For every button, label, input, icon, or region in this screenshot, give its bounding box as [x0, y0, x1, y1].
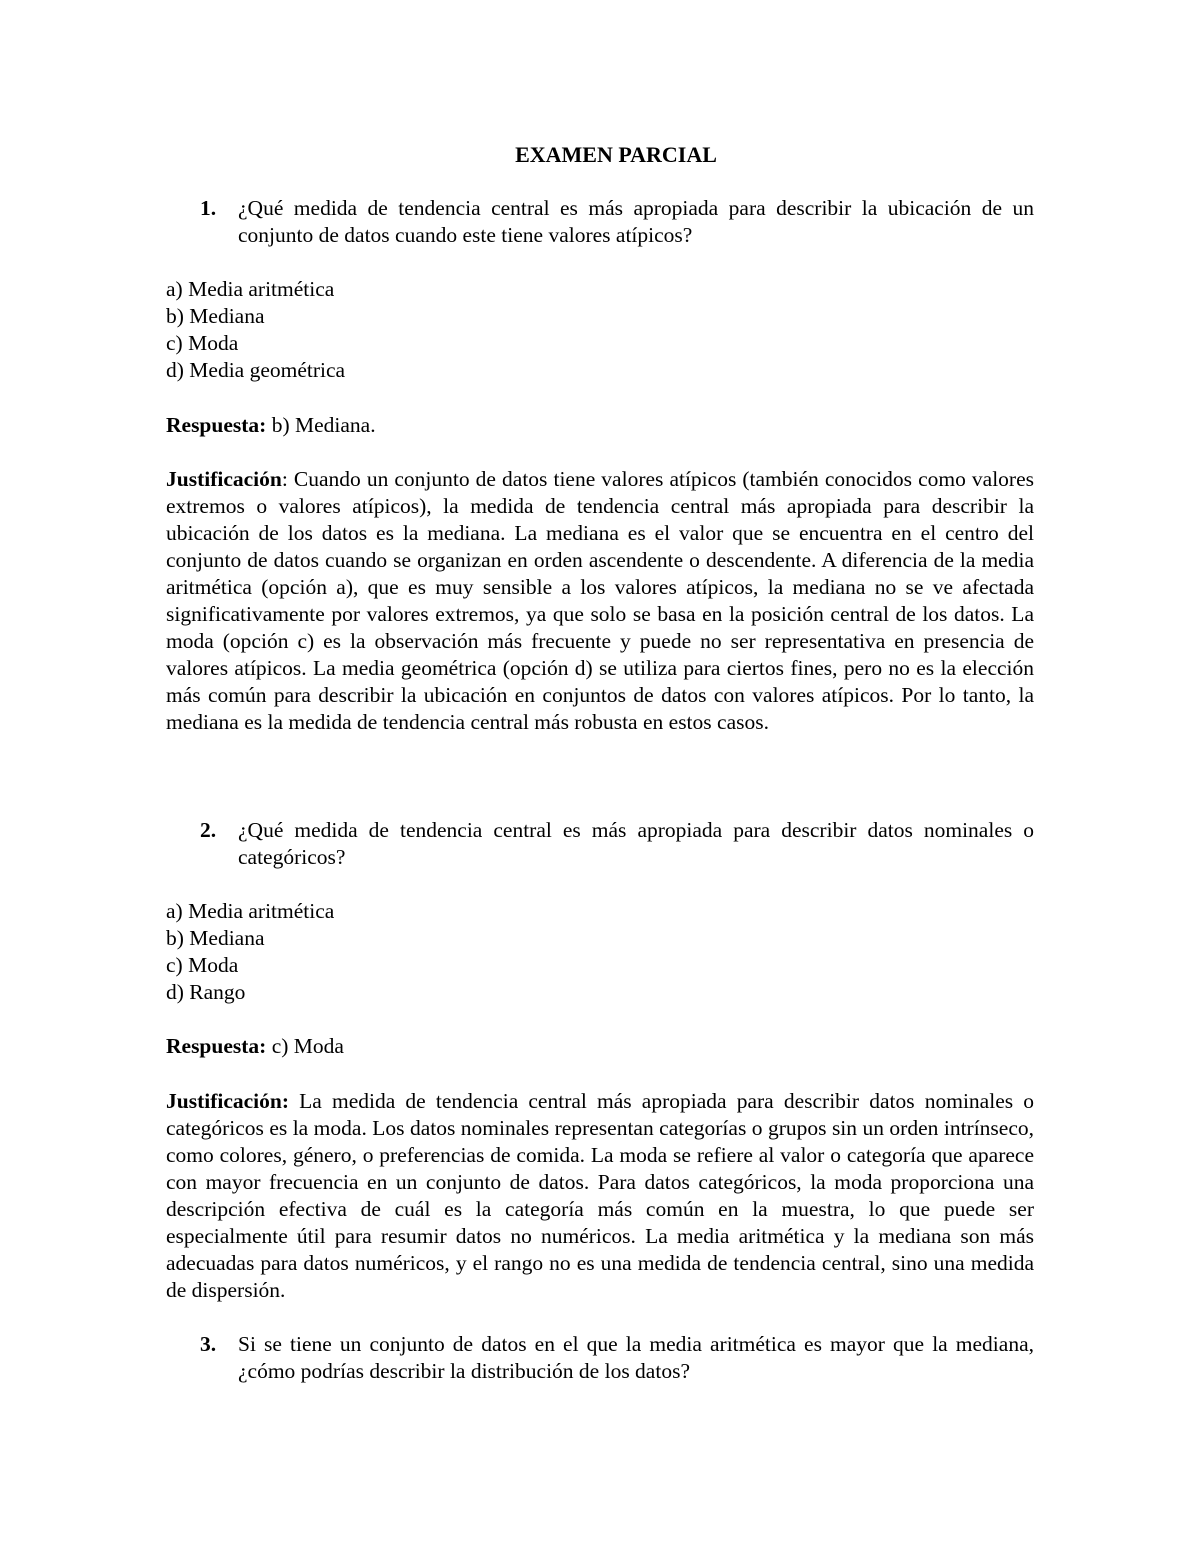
question-3-text: Si se tiene un conjunto de datos en el que la media aritmética es mayor que la mediana, ¿cómo podrías describir la distribución de los datos?	[238, 1332, 1034, 1383]
justification-text: : Cuando un conjunto de datos tiene valores atípicos (también conocidos como valores extremos o valores atípicos), la medida de tendencia central más apropiada para describir la ubicación de los datos es la mediana. La mediana es el valor que se encuentra en el centro del conjunto de datos cuando se organizan en orden ascendente o descendente. A diferencia de la media aritmética (opción a), que es muy sensible a los valores atípicos, la mediana no se ve afectada significativamente por valores extremos, ya que solo se basa en la posición central de los datos. La moda (opción c) es la observación más frecuente y puede no ser representativa en presencia de valores atípicos. La media geométrica (opción d) se utiliza para ciertos fines, pero no es la elección más común para describir la ubicación en conjuntos de datos con valores atípicos. Por lo tanto, la mediana es la medida de tendencia central más robusta en estos casos.	[166, 467, 1034, 734]
question-1-number: 1.	[200, 196, 217, 220]
justification-label: Justificación:	[166, 1089, 290, 1113]
question-1-option-b: b) Mediana	[166, 304, 265, 328]
answer-value: c) Moda	[266, 1034, 344, 1058]
question-1-option-a: a) Media aritmética	[166, 277, 335, 301]
question-1-text: ¿Qué medida de tendencia central es más apropiada para describir la ubicación de un conjunto de datos cuando este tiene valores atípicos?	[238, 196, 1034, 247]
question-2-option-a: a) Media aritmética	[166, 899, 335, 923]
answer-label: Respuesta:	[166, 1034, 267, 1058]
question-1-option-c: c) Moda	[166, 331, 239, 355]
question-2-option-b: b) Mediana	[166, 926, 265, 950]
question-2-option-d: d) Rango	[166, 980, 246, 1004]
question-2-text: ¿Qué medida de tendencia central es más apropiada para describir datos nominales o categóricos?	[238, 818, 1034, 869]
answer-value: b) Mediana.	[266, 413, 376, 437]
justification-label: Justificación	[166, 467, 282, 491]
answer-label: Respuesta:	[166, 413, 267, 437]
question-1-answer	[166, 412, 1034, 439]
justification-text: La medida de tendencia central más apropiada para describir datos nominales o categóricos es la moda. Los datos nominales representan categorías o grupos sin un orden intrínseco, como colores, género, o preferencias de comida. La moda se refiere al valor o categoría que aparece con mayor frecuencia en un conjunto de datos. Para datos categóricos, la moda proporciona una descripción efectiva de cuál es la categoría más común en la muestra, lo que puede ser especialmente útil para resumir datos no numéricos. La media aritmética y la mediana son más adecuadas para datos numéricos, y el rango no es una medida de tendencia central, sino una medida de dispersión.	[166, 1089, 1034, 1302]
question-1-justification	[166, 466, 1034, 736]
question-2-answer	[166, 1033, 1034, 1060]
question-2-number: 2.	[200, 818, 217, 842]
question-3-number: 3.	[200, 1332, 217, 1356]
question-1-option-d: d) Media geométrica	[166, 358, 346, 382]
question-2-option-c: c) Moda	[166, 953, 239, 977]
question-2-justification	[166, 1088, 1034, 1304]
page-title: EXAMEN PARCIAL	[515, 142, 717, 167]
